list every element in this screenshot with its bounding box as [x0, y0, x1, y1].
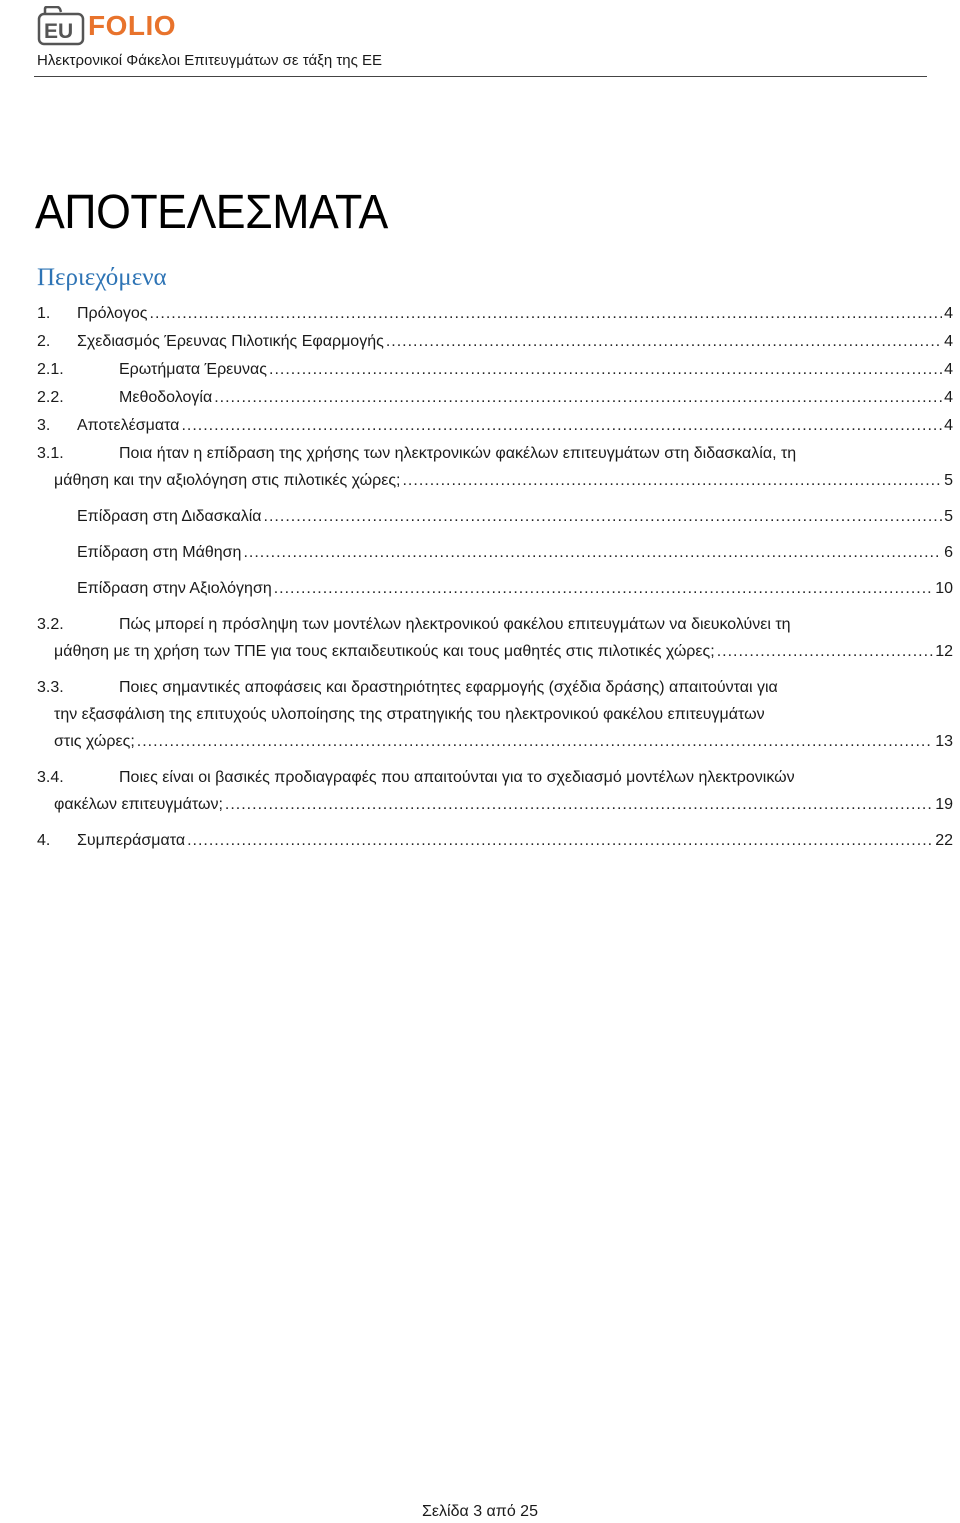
toc-page: 5: [944, 508, 953, 525]
toc-leader: [214, 384, 942, 411]
toc-entry[interactable]: [37, 440, 953, 494]
toc-title: Αποτελέσματα: [77, 417, 180, 434]
toc-page: 13: [935, 733, 953, 750]
toc-title: Ερωτήματα Έρευνας: [119, 361, 268, 378]
header-subtitle: Ηλεκτρονικοί Φάκελοι Επιτευγμάτων σε τάξη της ΕΕ: [37, 52, 383, 69]
toc-leader: [225, 791, 933, 818]
toc-heading: Περιεχόμενα: [37, 264, 167, 291]
toc-entry[interactable]: [37, 611, 953, 665]
toc-title-continued: μάθηση και την αξιολόγηση στις πιλοτικές χώρες;: [54, 472, 401, 489]
toc-entry[interactable]: [37, 674, 953, 755]
toc-title: Ποιες είναι οι βασικές προδιαγραφές που απαιτούνται για το σχεδιασμό μοντέλων ηλεκτρονικών: [119, 769, 795, 786]
toc-leader: [274, 575, 933, 602]
toc-line: [54, 467, 953, 494]
toc-title-continued: φακέλων επιτευγμάτων;: [54, 796, 223, 813]
toc-line: [54, 728, 953, 755]
toc-number: 1.: [37, 305, 51, 322]
toc-leader: [717, 638, 934, 665]
toc-entry[interactable]: [37, 827, 953, 854]
toc-leader: [137, 728, 933, 755]
toc-entry[interactable]: [37, 764, 953, 818]
toc-page: 10: [935, 580, 953, 597]
toc-page: 4: [944, 333, 953, 350]
toc-page: 4: [944, 305, 953, 322]
toc-title-continued: στις χώρες;: [54, 733, 135, 750]
toc-line: [37, 764, 953, 791]
toc-number: 3.: [37, 417, 51, 434]
toc-line: [37, 611, 953, 638]
toc-line: [54, 701, 953, 728]
toc-number: 4.: [37, 832, 51, 849]
toc-title: Επίδραση στην Αξιολόγηση: [77, 580, 272, 597]
toc-page: 6: [944, 544, 953, 561]
toc-title: Επίδραση στη Μάθηση: [77, 544, 242, 561]
toc-entry[interactable]: [37, 384, 953, 411]
toc-page: 19: [935, 796, 953, 813]
toc-entry[interactable]: [37, 356, 953, 383]
toc-entry[interactable]: [37, 539, 953, 566]
toc-page: 4: [944, 389, 953, 406]
toc-title: Ποιες σημαντικές αποφάσεις και δραστηριότητες εφαρμογής (σχέδια δράσης) απαιτούνται για: [119, 679, 778, 696]
toc-entry[interactable]: [37, 412, 953, 439]
toc-number: 3.4.: [37, 769, 64, 786]
toc-number: 2.: [37, 333, 51, 350]
toc-leader: [264, 503, 943, 530]
toc-line: [54, 791, 953, 818]
toc-leader: [269, 356, 942, 383]
toc-number: 2.1.: [37, 361, 64, 378]
toc-page: 12: [935, 643, 953, 660]
page-footer: Σελίδα 3 από 25: [422, 1503, 538, 1520]
toc-line: [54, 638, 953, 665]
toc-leader: [243, 539, 942, 566]
toc-title: Μεθοδολογία: [119, 389, 213, 406]
svg-text:EU: EU: [44, 20, 74, 43]
toc-entry[interactable]: [37, 503, 953, 530]
toc-leader: [187, 827, 933, 854]
toc-page: 22: [935, 832, 953, 849]
toc-leader: [181, 412, 942, 439]
toc-title: Επίδραση στη Διδασκαλία: [77, 508, 262, 525]
eufolio-logo: [37, 5, 176, 47]
toc-number: 3.2.: [37, 616, 64, 633]
toc-leader: [150, 300, 943, 327]
toc-entry[interactable]: [37, 328, 953, 355]
toc-title: Πώς μπορεί η πρόσληψη των μοντέλων ηλεκτρονικού φακέλου επιτευγμάτων να διευκολύνει τη: [119, 616, 791, 633]
toc-number: 3.1.: [37, 445, 64, 462]
toc-title-continued: την εξασφάλιση της επιτυχούς υλοποίησης της στρατηγικής του ηλεκτρονικού φακέλου επιτευγμάτων: [54, 706, 765, 723]
toc-entry[interactable]: [37, 300, 953, 327]
toc-entry[interactable]: [37, 575, 953, 602]
toc-title: Ποια ήταν η επίδραση της χρήσης των ηλεκτρονικών φακέλων επιτευγμάτων στη διδασκαλία, τη: [119, 445, 797, 462]
toc-title: Πρόλογος: [77, 305, 148, 322]
toc-page: 4: [944, 417, 953, 434]
toc-leader: [402, 467, 942, 494]
header-divider: [34, 76, 927, 77]
table-of-contents: [37, 300, 953, 854]
toc-number: 2.2.: [37, 389, 64, 406]
toc-number: 3.3.: [37, 679, 64, 696]
toc-leader: [386, 328, 942, 355]
toc-title: Συμπεράσματα: [77, 832, 186, 849]
toc-title-continued: μάθηση με τη χρήση των ΤΠΕ για τους εκπαιδευτικούς και τους μαθητές στις πιλοτικές χώρες;: [54, 643, 715, 660]
toc-title: Σχεδιασμός Έρευνας Πιλοτικής Εφαρμογής: [77, 333, 384, 350]
page-title: ΑΠΟΤΕΛΕΣΜΑΤΑ: [35, 186, 388, 239]
toc-page: 4: [944, 361, 953, 378]
toc-line: [37, 674, 953, 701]
eu-logo-icon: [37, 6, 87, 46]
logo-text: FOLIO: [88, 10, 177, 41]
toc-page: 5: [944, 472, 953, 489]
toc-line: [37, 440, 953, 467]
